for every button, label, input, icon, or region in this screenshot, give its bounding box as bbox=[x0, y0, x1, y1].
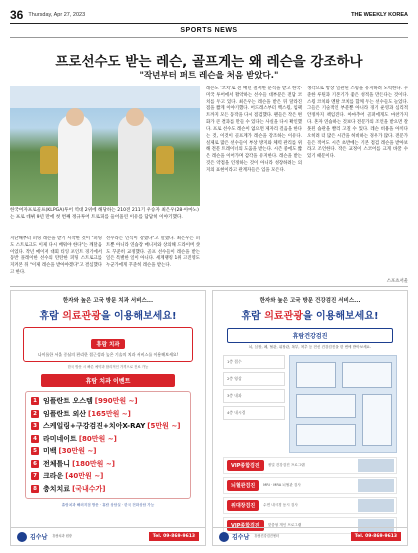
event-text: 임플란트 외산 bbox=[43, 409, 87, 418]
event-price: [990만원 ~] bbox=[94, 397, 138, 406]
floor-label: 2층 영상 bbox=[223, 372, 285, 386]
clinic-info: 휴람치과 원장 bbox=[52, 534, 72, 539]
event-price: [80만원 ~] bbox=[78, 434, 117, 443]
event-number: 4 bbox=[31, 435, 39, 443]
checkup-desc: 정밀 건강검진 프로그램 bbox=[267, 463, 305, 468]
visit-box bbox=[23, 327, 193, 362]
dental-ad bbox=[10, 290, 206, 546]
event-number: 6 bbox=[31, 460, 39, 468]
event-price: [5만원 ~] bbox=[147, 422, 181, 431]
checkup-tag: VIP종합검진 bbox=[227, 460, 264, 471]
event-number: 7 bbox=[31, 472, 39, 480]
issue-date: Thursday, Apr 27, 2023 bbox=[28, 12, 86, 18]
article-subhead: "작년부터 퍼트 레슨을 처음 받았다." bbox=[139, 71, 279, 81]
event-item bbox=[31, 420, 185, 433]
article-byline: 스포츠서울 bbox=[386, 279, 408, 284]
clinic-name: 김수남 bbox=[232, 534, 250, 541]
event-item bbox=[31, 445, 185, 458]
checkup-desc: 수면 내시경 동시 검사 bbox=[263, 503, 298, 508]
article-column-1: 지난해부터 퍼팅 레슨을 받기 시작한 것이 "퍼팅도 스트로크도 이제 다시 배워야 한다"는 깨달음이었다. 작년 메이저 대회 티잉 포인트 경기에서 동반 플레이한 선수의 탄탄한 퍼팅 스트로크를 지켜본 뒤 "이제 레슨을 받아야겠다"고 결심했다고 한다. bbox=[10, 236, 102, 276]
trophy-right bbox=[156, 146, 174, 174]
clinic-phone: Tel. 09-869-9613 bbox=[351, 532, 401, 541]
event-item bbox=[31, 470, 185, 483]
event-price: [30만원 ~] bbox=[58, 447, 97, 456]
checkup-tag: VIP종합검진 bbox=[227, 520, 264, 531]
checkup-photo bbox=[358, 479, 394, 492]
checkup-photo bbox=[358, 499, 394, 512]
event-number: 3 bbox=[31, 422, 39, 430]
paper-name: THE WEEKLY KOREA bbox=[351, 12, 408, 18]
event-item bbox=[31, 458, 185, 471]
checkup-photo bbox=[358, 459, 394, 472]
visit-heading: 휴람 치과 bbox=[91, 339, 124, 349]
checkup-item bbox=[223, 457, 397, 474]
article-column-3: 레슨도 '코치'로 전 매년 철저한 분석을 받고 한국·미국 투어에서 활약하는 선수들 대부분은 전담 코치를 두고 있다. 최은우는 레슨을 받은 뒤 달라진 점을 짧게 이야기했다. 어드레스부터 백스윙, 임팩트까지 모든 동작을 다시 점검했다. 팬들은 작은 변화가 큰 결과를 만들 수 있다는 사실을 다시 확인했다. 프로 선수도 레슨이 없으면 제자리 걸음을 한다는 것, 이것이 골프계가 레슨을 강조하는 이유다. 실제로 많은 선수들이 부상 방지와 체력 관리를 위해 전문 트레이너의 도움을 받는다. 시즌 중에도 짧은 레슨을 이어가며 감각을 유지한다. 레슨을 받는 것은 약점을 인정하는 것이 아니라 성장하려는 의지의 표현이라고 관계자들은 입을 모은다. bbox=[206, 86, 302, 173]
event-price: [40만원 ~] bbox=[65, 472, 104, 481]
article-photo bbox=[10, 86, 200, 206]
photo-player-left bbox=[58, 114, 92, 206]
checkup-list bbox=[223, 457, 397, 534]
center-description: 뇌, 심장, 폐, 혈관, 위장관, 복부, 척추 등 전신 건강검진을 한 번에 받아보세요. bbox=[248, 345, 372, 349]
ad-title-post: 을 이용해보세요! bbox=[302, 311, 379, 322]
clinic-name: 김수남 bbox=[30, 534, 48, 541]
floor-label: 4층 내시경 bbox=[223, 406, 285, 420]
event-price: [국내수가] bbox=[72, 484, 106, 493]
ad-title bbox=[213, 307, 407, 322]
ad-contact-bar bbox=[11, 527, 205, 545]
event-number: 1 bbox=[31, 397, 39, 405]
ad-subtitle: 한자와 높은 고국 방문 건강검진 서비스... bbox=[259, 298, 361, 304]
article-column-4: 생각으로 항상 일관된 스윙을 유지하려 노력한다. 꾸준한 루틴과 기본기가 좋은 성적을 만든다는 것이다. 스윙 코치와 멘탈 코치를 함께 두는 선수들도 늘었다. 그들은 기술적인 부분뿐 아니라 경기 운영과 심리적 안정까지 책임진다. 아마추어 골퍼에게도 마찬가지다. 혼자 연습하는 것보다 전문가의 조언을 받으면 잘못된 습관을 빨리 고칠 수 있다. 레슨 비용을 아끼다 오히려 더 많은 시간을 허비하는 경우가 많다. 전문가들은 적어도 시즌 초반에는 기본 점검 레슨을 받아보라고 조언한다. 작은 교정이 스코어를 크게 바꿀 수 있기 때문이다. bbox=[307, 86, 408, 160]
ad-contact-bar bbox=[213, 527, 407, 545]
floor-list bbox=[223, 355, 285, 453]
event-heading: 휴람 치과 이벤트 bbox=[41, 374, 175, 387]
clinic-info: 휴람건강검진센터 bbox=[254, 534, 280, 539]
event-text: 미백 bbox=[43, 447, 57, 456]
event-text: 크라운 bbox=[43, 472, 64, 481]
section-title: SPORTS NEWS bbox=[180, 27, 238, 34]
ad-title-post: 을 이용해보세요! bbox=[100, 311, 177, 322]
floor-label: 1층 접수 bbox=[223, 355, 285, 369]
photo-head-right bbox=[126, 108, 144, 126]
event-price: [165만원 ~] bbox=[88, 409, 131, 418]
clinic-phone: Tel. 09-869-9613 bbox=[149, 532, 199, 541]
checkup-item bbox=[223, 477, 397, 494]
masthead bbox=[10, 8, 408, 22]
checkup-tag: 뇌혈관검진 bbox=[227, 480, 259, 491]
checkup-ad bbox=[212, 290, 408, 546]
clinic-logo-icon bbox=[219, 532, 229, 542]
photo-head-left bbox=[66, 108, 84, 126]
event-text: 라미네이트 bbox=[43, 434, 77, 443]
ad-title-pre: 휴람 bbox=[241, 311, 265, 322]
event-text: 전체틀니 bbox=[43, 459, 71, 468]
event-item bbox=[31, 395, 185, 408]
trophy-left bbox=[40, 146, 58, 174]
page-number: 36 bbox=[10, 8, 24, 22]
event-text: 충치치료 bbox=[43, 484, 71, 493]
visit-text: 나이롭한 서울 중심의 편리한 접근성과 높은 기술의 치과 서비스를 이용해보세요! bbox=[37, 352, 179, 357]
event-number: 2 bbox=[31, 410, 39, 418]
floor-label: 3층 내과 bbox=[223, 389, 285, 403]
ad-footer-text: 휴람치과 해외지점 방문 · 휴람 상담실 · 한국 전화상담 가능 bbox=[61, 503, 155, 508]
masthead-rule bbox=[10, 23, 408, 24]
checkup-desc: MRI · MRA 뇌혈관 검사 bbox=[263, 483, 301, 488]
clinic-logo-icon bbox=[17, 532, 27, 542]
floor-room bbox=[296, 424, 356, 446]
photo-caption: 한국여자프로골프(KLPGA)투어 역대 2위에 해당하는 210전 211기 우승자 최은우(28·아마노)는 프로 데뷔 9년 만에 첫 번째 정규투어 트로피를 들어올린 이유를 담담히 이야기했다. bbox=[10, 208, 199, 220]
event-item bbox=[31, 408, 185, 421]
floor-room bbox=[296, 362, 336, 388]
event-item bbox=[31, 433, 185, 446]
floor-guide bbox=[223, 355, 397, 453]
checkup-tag: 위대장검진 bbox=[227, 500, 259, 511]
event-list bbox=[25, 391, 191, 499]
event-item bbox=[31, 483, 185, 496]
ad-title-pre: 휴람 bbox=[39, 311, 63, 322]
photo-backdrop bbox=[10, 86, 200, 108]
floor-map-image bbox=[289, 355, 397, 453]
article-headline: 프로선수도 받는 레슨, 골프게는 왜 레슨을 강조하나 bbox=[55, 54, 363, 70]
event-text: 스케일링+구강검진+치아X-RAY bbox=[43, 422, 146, 431]
section-rule bbox=[10, 37, 408, 38]
event-price: [180만원 ~] bbox=[72, 459, 115, 468]
fine-print: 한국 방문 시 빠른 예약과 합리적인 가격으로 진료 가능 bbox=[67, 365, 149, 369]
floor-room bbox=[342, 362, 392, 388]
ad-divider bbox=[10, 286, 408, 287]
event-number: 8 bbox=[31, 485, 39, 493]
ad-title-accent: 의료관광 bbox=[62, 311, 101, 322]
floor-room bbox=[362, 394, 392, 446]
photo-player-right bbox=[118, 114, 152, 206]
event-text: 임플란트 오스템 bbox=[43, 397, 93, 406]
event-number: 5 bbox=[31, 447, 39, 455]
floor-room bbox=[296, 394, 356, 418]
checkup-desc: 맞춤형 개인 프로그램 bbox=[267, 523, 302, 528]
ad-title-accent: 의료관광 bbox=[264, 311, 303, 322]
center-heading: 휴람건강검진 bbox=[227, 328, 393, 343]
ad-title bbox=[11, 307, 205, 322]
checkup-item bbox=[223, 497, 397, 514]
ad-subtitle: 한자와 높은 고국 방문 치과 서비스... bbox=[62, 298, 154, 304]
article-column-2: 선수라는 인식이 강했다"고 말했다. 최은우는 퍼트뿐 아니라 연습장 매니저와 상의해 드라이버 샷도 꾸준히 교정했다. 골프 선수들이 레슨을 받는 일은 특별한 일이 아니다. 세계랭킹 1위 고진영도 누군가에게 꾸준히 레슨을 받는다. bbox=[106, 236, 200, 269]
